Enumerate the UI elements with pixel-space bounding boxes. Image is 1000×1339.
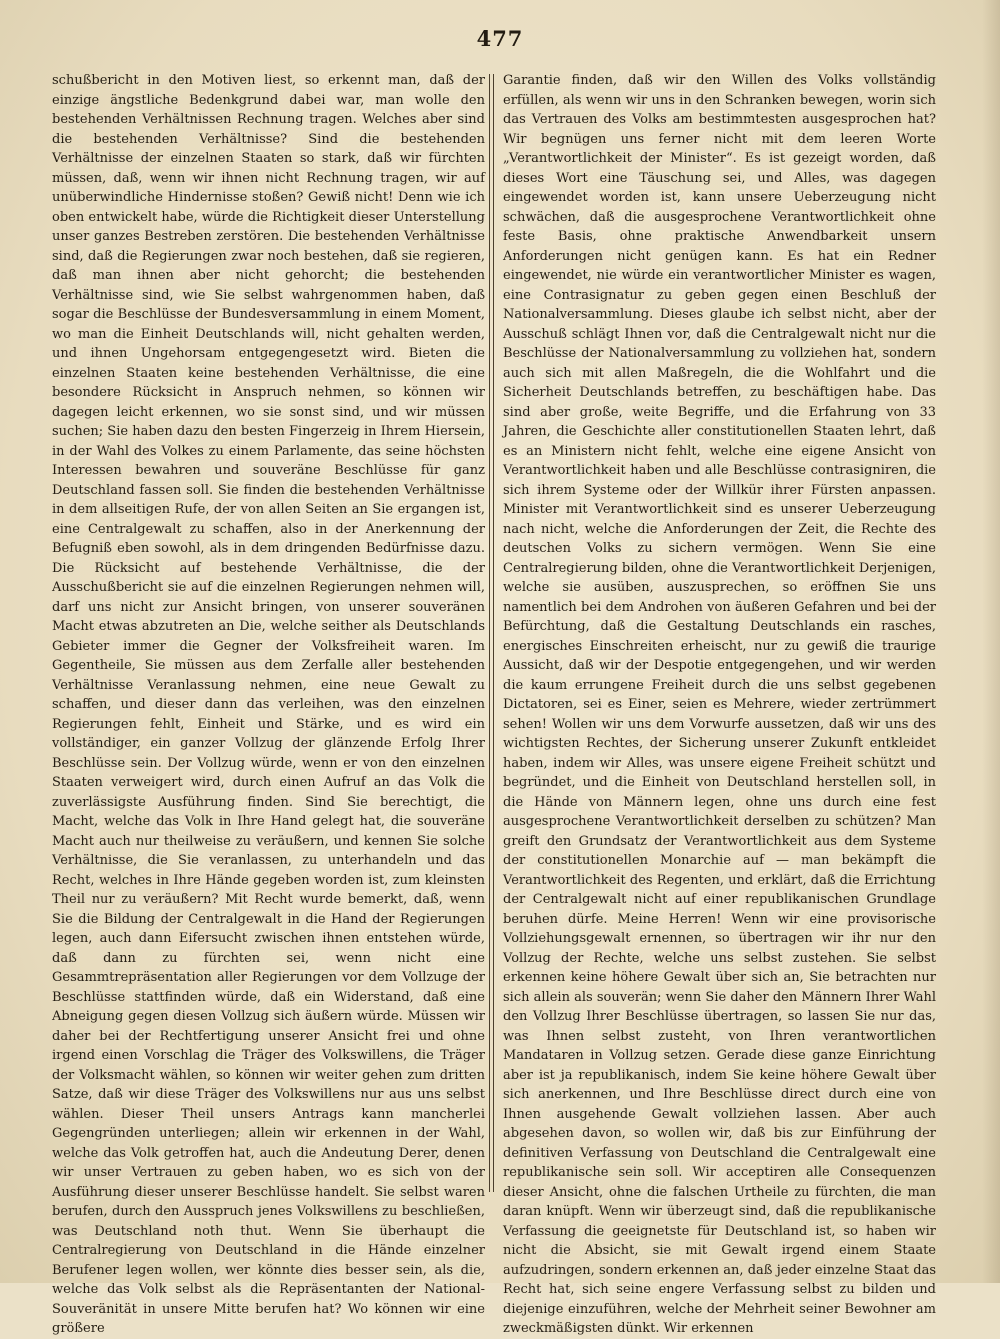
right-column-text: Garantie finden, daß wir den Willen des Volks vollständig erfüllen, als wenn wir uns in den Schranken bewegen, worin sich das Vertrauen des Volks am bestimmtesten ausgesprochen hat? Wir begnügen uns ferner nicht mit dem leeren Worte „Verantwortlichkeit der Minister“. Es ist gezeigt worden, daß dieses Wort eine Täuschung sei, und Alles, was dagegen eingewendet worden ist, kann unsere Ueberzeugung nicht schwächen, daß die ausgesprochene Verantwortlichkeit ohne feste Basis, ohne praktische Anwendbarkeit unsern Anforderungen nicht genügen kann. Es hat ein Redner eingewendet, nie würde ein verantwortlicher Minister es wagen, eine Contrasignatur zu geben gegen einen Beschluß der Nationalversammlung. Dieses glaube ich selbst nicht, aber der Ausschuß schlägt Ihnen vor, daß die Centralgewalt nicht nur die Beschlüsse der Nationalversammlung zu vollziehen hat, sondern auch sich mit allen Maßregeln, die die Wohlfahrt und die Sicherheit Deutschlands betreffen, zu beschäftigen habe. Das sind aber große, weite Begriffe, und die Erfahrung von 33 Jahren, die Geschichte aller constitutionellen Staaten lehrt, daß es an Ministern nicht fehlt, welche eine eigene Ansicht von Verantwortlichkeit haben und alle Beschlüsse contrasigniren, die sich ihrem Systeme oder der Willkür ihrer Fürsten anpassen. Minister mit Verantwortlichkeit sind es unserer Ueberzeugung nach nicht, welche die Anforderungen der Zeit, die Rechte des deutschen Volks zu sichern vermögen. Wenn Sie eine Centralregierung bilden, ohne die Verantwortlichkeit Derjenigen, welche sie ausüben, auszusprechen, so eröffnen Sie uns namentlich bei dem Androhen von äußeren Gefahren und bei der Befürchtung, daß die Gestaltung Deutschlands ein rasches, energisches Einschreiten erheischt, nur zu gewiß die traurige Aussicht, daß wir der Despotie entgegengehen, und wir werden die kaum errungene Freiheit durch die uns selbst gegebenen Dictatoren, sei es Einer, seien es Mehrere, wieder zertrümmert sehen! Wollen wir uns dem Vorwurfe aussetzen, daß wir uns des wichtigsten Rechtes, der Sicherung unserer Zukunft entkleidet haben, indem wir Alles, was unsere eigene Freiheit schützt und begründet, und die Einheit von Deutschland herstellen soll, in die Hände von Männern legen, ohne uns durch eine fest ausgesprochene Verantwortlichkeit derselben zu schützen? Man greift den Grundsatz der Verantwortlichkeit aus dem Systeme der constitutionellen Monarchie auf — man bekämpft die Verantwortlichkeit des Regenten, und erklärt, daß die Errichtung der Centralgewalt nicht auf einer republikanischen Grundlage beruhen dürfe. Meine Herren! Wenn wir eine provisorische Vollziehungsgewalt ernennen, so übertragen wir ihr nur den Vollzug der Rechte, welche uns selbst zustehen. Sie selbst erkennen keine höhere Gewalt über sich an, Sie betrachten nur sich allein als souverän; wenn Sie daher den Männern Ihrer Wahl den Vollzug Ihrer Beschlüsse übertragen, so lassen Sie nur das, was Ihnen selbst zusteht, von Ihren verantwortlichen Mandataren in Vollzug setzen. Gerade diese ganze Einrichtung aber ist ja republikanisch, indem Sie keine höhere Gewalt über sich anerkennen, und Ihre Beschlüsse direct durch eine von Ihnen ausgehende Gewalt vollziehen lassen. Aber auch abgesehen davon, so wollen wir, daß bis zur Einführung der definitiven Verfassung von Deutschland die Centralgewalt eine republikanische sein soll. Wir acceptiren alle Consequenzen dieser Ansicht, ohne die falschen Urtheile zu fürchten, die man daran knüpft. Wenn wir überzeugt sind, daß die republikanische Verfassung die geeignetste für Deutschland ist, so haben wir nicht die Absicht, sie mit Gewalt irgend einem Staate aufzudringen, sondern erkennen an, daß jeder einzelne Staat das Recht hat, sich seine engere Verfassung selbst zu bilden und diejenige einzuführen, welche der Mehrheit seiner Bewohner am zweckmäßigsten dünkt. Wir erkennen	[503, 73, 936, 1336]
column-divider-inner	[493, 74, 494, 1192]
left-column-text: schußbericht in den Motiven liest, so erkennt man, daß der einzige ängstliche Bedenkgrund dabei war, man wolle den bestehenden Verhältnissen Rechnung tragen. Welches aber sind die bestehenden Verhältnisse? Sind die bestehenden Verhältnisse der einzelnen Staaten so stark, daß wir fürchten müssen, daß, wenn wir ihnen nicht Rechnung tragen, wir auf unüberwindliche Hindernisse stoßen? Gewiß nicht! Denn wie ich oben entwickelt habe, würde die Richtigkeit dieser Unterstellung unser ganzes Bestreben zerstören. Die bestehenden Verhältnisse sind, daß die Regierungen zwar noch bestehen, daß sie regieren, daß man ihnen aber nicht gehorcht; die bestehenden Verhältnisse sind, wie Sie selbst wahrgenommen haben, daß sogar die Beschlüsse der Bundesversammlung in einem Moment, wo man die Einheit Deutschlands will, nicht gehalten werden, und ihnen Ungehorsam entgegengesetzt wird. Bieten die einzelnen Staaten keine bestehenden Verhältnisse, die eine besondere Rücksicht in Anspruch nehmen, so können wir dagegen leicht erkennen, wo sie sonst sind, und wir müssen suchen; Sie haben dazu den besten Fingerzeig in Ihrem Hiersein, in der Wahl des Volkes zu einem Parlamente, das seine höchsten Interessen bewahren und souveräne Beschlüsse für ganz Deutschland fassen soll. Sie finden die bestehenden Verhältnisse in dem allseitigen Rufe, der von allen Seiten an Sie ergangen ist, eine Centralgewalt zu schaffen, also in der Anerkennung der Befugniß eben sowohl, als in dem dringenden Bedürfnisse dazu. Die Rücksicht auf bestehende Verhältnisse, die der Ausschußbericht sie auf die einzelnen Regierungen nehmen will, darf uns nicht zur Ansicht bringen, von unserer souveränen Macht etwas abzutreten an Die, welche seither als Deutschlands Gebieter immer die Gegner der Volksfreiheit waren. Im Gegentheile, Sie müssen aus dem Zerfalle aller bestehenden Verhältnisse Veranlassung nehmen, eine neue Gewalt zu schaffen, und dieser dann das verleihen, was den einzelnen Regierungen fehlt, Einheit und Stärke, und es wird ein vollständiger, ein ganzer Vollzug der glänzende Erfolg Ihrer Beschlüsse sein. Der Vollzug würde, wenn er von den einzelnen Staaten verweigert wird, durch einen Aufruf an das Volk die zuverlässigste Ausführung finden. Sind Sie berechtigt, die Macht, welche das Volk in Ihre Hand gelegt hat, die souveräne Macht auch nur theilweise zu veräußern, und kennen Sie solche Verhältnisse, die Sie veranlassen, zu unterhandeln und das Recht, welches in Ihre Hände gegeben worden ist, zum kleinsten Theil nur zu veräußern? Mit Recht wurde bemerkt, daß, wenn Sie die Bildung der Centralgewalt in die Hand der Regierungen legen, auch dann Eifersucht zwischen ihnen entstehen würde, daß dann zu fürchten sei, wenn nicht eine Gesammtrepräsentation aller Regierungen vor dem Vollzuge der Beschlüsse stattfinden würde, daß ein Widerstand, daß eine Abneigung gegen diesen Vollzug sich äußern würde. Müssen wir daher bei der Rechtfertigung unserer Ansicht frei und ohne irgend einen Vorschlag die Träger des Volkswillens, die Träger der Volksmacht wählen, so können wir weiter gehen zum dritten Satze, daß wir diese Träger des Volkswillens nur aus uns selbst wählen. Dieser Theil unsers Antrags kann mancherlei Gegengründen unterliegen; allein wir erkennen in der Wahl, welche das Volk getroffen hat, auch die Andeutung Derer, denen wir unser Vertrauen zu geben haben, wo es sich von der Ausführung dieser unserer Beschlüsse handelt. Sie selbst waren berufen, durch den Ausspruch jenes Volkswillens zu beschließen, was Deutschland noth thut. Wenn Sie überhaupt die Centralregierung von Deutschland in die Hände einzelner Berufener legen wollen, wer könnte dies besser sein, als die, welche das Volk selbst als die Repräsentanten der National-Souveränität in unsere Mitte berufen hat? Wo können wir eine größere	[52, 73, 485, 1336]
page-edge-shadow	[982, 0, 1000, 1283]
page-number: 477	[476, 26, 524, 51]
column-divider	[489, 74, 490, 1192]
